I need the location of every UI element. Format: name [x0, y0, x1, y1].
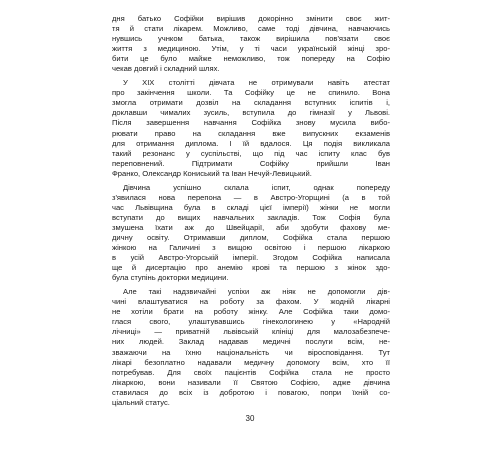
text-line: У XIX столітті дівчата не отримували навіть атестат — [123, 78, 390, 88]
text-line: доклавши чималих зусиль, вступила до гімназії у Львові. — [112, 108, 390, 118]
text-line: потребував. Для своїх пацієнтів Софійка стала не просто — [112, 367, 390, 377]
paragraph-1 — [112, 14, 390, 74]
text-line: них людей. Заклад надавав медичні послуги всім, не- — [112, 337, 390, 347]
text-line: глася свого, улаштувавшись гінекологинею у «Народній — [112, 317, 390, 327]
text-line: ставилася до всіх із добротою і повагою, попри їхній со- — [112, 387, 390, 397]
text-line: Франко, Олександр Кониський та Іван Нечуй-Левицький. — [112, 168, 312, 178]
text-line: в усій Австро-Угорській імперії. Згодом Софійка написала — [112, 253, 390, 263]
text-line: тя й стати лікарем. Можливо, саме тоді дівчина, навчаючись — [112, 24, 390, 34]
text-line: життя з медициною. Утім, у ті часи українській жінці зро- — [112, 44, 390, 54]
paragraph-2 — [112, 78, 390, 178]
text-line: час Львівщина була в складі цієї імперії) жінки не могли — [112, 202, 390, 212]
text-line: ще й дисертацію про анемію крові та першою з жінок здо- — [112, 263, 390, 273]
text-line: про закінчення школи. Та Софійку це не спинило. Вона — [112, 88, 390, 98]
text-line: не хотіли брати на роботу жінку. Але Софійка таки домо- — [112, 307, 390, 317]
text-line: рювати право на складання вже випускних екзаменів — [112, 128, 390, 138]
text-line: лікарі безоплатно надавали медичну допомогу всім, хто її — [112, 357, 390, 367]
text-line: вступати до вищих навчальних закладів. Тож Софія була — [112, 212, 390, 222]
text-line: Але такі надзвичайні успіхи аж ніяк не допомогли дів- — [123, 287, 390, 297]
text-line: дня батько Софійки вирішив докорінно змінити своє жит- — [112, 14, 390, 23]
body-text — [112, 14, 390, 408]
text-line: дичну освіту. Отримавши диплом, Софійка стала першою — [112, 232, 390, 242]
text-line: змушена їхати аж до Швейцарії, аби здобути фахову ме- — [112, 222, 390, 232]
text-line: зважаючи на їхню національність чи віросповідання. Тут — [112, 347, 390, 357]
text-line: переповнений. Підтримати Софійку прийшли Іван — [112, 158, 390, 168]
text-line: нувшись учнком батька, також вирішила пов'язати своє — [112, 34, 390, 44]
text-line: лічниці» — приватній львівській клініці для малозабезпече- — [112, 327, 390, 337]
text-line: для отримання диплома. І їй вдалося. Ця подія викликала — [112, 138, 390, 148]
text-line: змогла отримати дозвіл на складання вступних іспитів і, — [112, 98, 390, 108]
text-line: жінкою на Галичині з вищою освітою і першою лікаркою — [112, 243, 390, 253]
paragraph-4 — [112, 287, 390, 408]
paragraph-3 — [112, 183, 390, 283]
text-line: бити це було майже неможливо, тож попереду на Софію — [112, 54, 390, 64]
text-line: чекав довгий і складний шлях. — [112, 64, 220, 74]
page-number: 30 — [245, 414, 255, 423]
text-line: Після завершення навчання Софійка знову мусила вибо- — [112, 118, 390, 128]
text-line: ціальний статус. — [112, 397, 170, 407]
text-line: лікаркою, вони називали її Святою Софією, адже дівчина — [112, 377, 390, 387]
text-line: такий резонанс у суспільстві, що під час іспиту клас був — [112, 148, 390, 158]
text-line: чині влаштуватися на роботу за фахом. У жодній лікарні — [112, 297, 390, 307]
text-line: Дівчина успішно склала іспит, однак попереду — [123, 182, 390, 192]
text-line: була ступінь докторки медицини. — [112, 273, 229, 283]
text-line: з'явилася нова перепона — в Австро-Угорщині (а в той — [112, 192, 390, 202]
